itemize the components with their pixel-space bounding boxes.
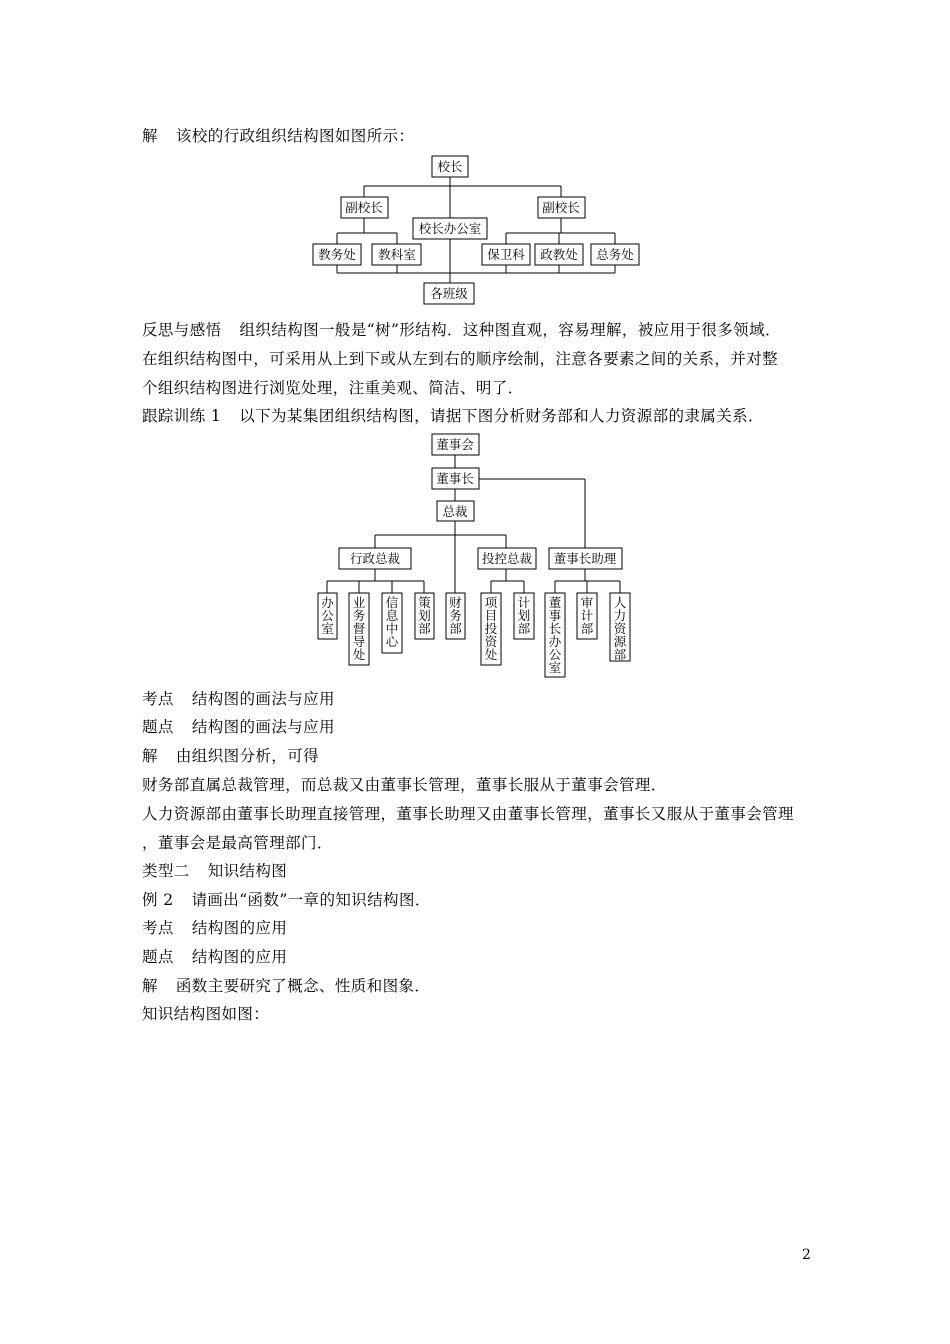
label-chair-office: 董事长办公室 [548, 595, 562, 675]
label-invest-pres: 投控总裁 [481, 551, 533, 566]
ex2-label: 例 2 [142, 891, 174, 909]
answer-line-1: 财务部直属总裁管理，而总裁又由董事长管理，董事长服从于董事会管理． [142, 776, 667, 794]
kd1-line [142, 689, 335, 709]
label-chairman: 董事长 [436, 471, 474, 486]
reflect-line-1 [142, 320, 781, 340]
ex2-text: 请画出“函数”一章的知识结构图． [191, 891, 431, 909]
solution-label: 解 [142, 127, 158, 145]
jie3-label: 解 [142, 977, 158, 995]
reflect-line-2: 在组织结构图中，可采用从上到下或从左到右的顺序绘制，注意各要素之间的关系，并对整 [142, 350, 779, 368]
reflect-text-1: 组织结构图一般是“树”形结构．这种图直观，容易理解，被应用于很多领域． [239, 321, 781, 339]
label-academic: 教务处 [318, 247, 356, 262]
type2-line [142, 861, 287, 881]
reflect-line-3: 个组织结构图进行浏览处理，注重美观、简洁、明了． [142, 379, 524, 397]
label-audit: 审计部 [580, 595, 594, 636]
label-plan-dept: 计划部 [517, 595, 531, 636]
label-finance: 财务部 [449, 595, 462, 636]
jie2-line [142, 746, 319, 766]
label-office: 办公室 [321, 595, 334, 636]
track-label: 跟踪训练 1 [142, 407, 222, 425]
jie2-text: 由组织图分析，可得 [175, 747, 320, 765]
label-planning: 策划部 [418, 595, 431, 636]
label-info: 信息中心 [385, 595, 399, 649]
label-admin-pres: 行政总裁 [349, 551, 401, 566]
label-classes: 各班级 [430, 286, 468, 301]
td2-text: 结构图的应用 [191, 948, 288, 966]
reflect-label: 反思与感悟 [142, 321, 222, 339]
label-vp-left: 副校长 [345, 200, 383, 215]
label-assistant: 董事长助理 [553, 551, 617, 566]
answer-line-2: 人力资源部由董事长助理直接管理，董事长助理又由董事长管理，董事长又服从于董事会管理 [142, 805, 794, 823]
track-line [142, 406, 764, 426]
label-hr: 人力资源部 [613, 595, 627, 662]
td2-line [142, 947, 287, 967]
label-supervision: 业务督导处 [352, 595, 366, 662]
kd2-text: 结构图的应用 [191, 919, 288, 937]
answer-line-3: ，董事会是最高管理部门． [142, 834, 333, 852]
solution-text: 该校的行政组织结构图如图所示： [175, 127, 415, 145]
group-org-chart [318, 434, 630, 677]
label-principal: 校长 [437, 159, 463, 174]
type2-label: 类型二 [142, 862, 190, 880]
kd2-line [142, 918, 287, 938]
page-number: 2 [802, 1247, 811, 1263]
jie3-text: 函数主要研究了概念、性质和图象． [175, 977, 431, 995]
label-board: 董事会 [436, 437, 474, 452]
td1-label: 题点 [142, 718, 174, 736]
td1-line [142, 717, 335, 737]
jie2-label: 解 [142, 747, 158, 765]
label-vp-right: 副校长 [542, 200, 580, 215]
type2-text: 知识结构图 [207, 862, 288, 880]
label-political: 政教处 [540, 247, 578, 262]
last-line: 知识结构图如图： [142, 1005, 270, 1023]
track-text: 以下为某集团组织结构图，请据下图分析财务部和人力资源部的隶属关系． [239, 407, 764, 425]
td1-text: 结构图的画法与应用 [191, 718, 335, 736]
label-office: 校长办公室 [418, 221, 482, 236]
label-general: 总务处 [596, 247, 634, 262]
label-security: 保卫科 [487, 247, 525, 262]
kd2-label: 考点 [142, 919, 174, 937]
td2-label: 题点 [142, 948, 174, 966]
jie3-line [142, 976, 430, 996]
label-research: 教科室 [378, 247, 416, 262]
label-president: 总裁 [442, 504, 468, 519]
ex2-line [142, 890, 431, 910]
kd1-text: 结构图的画法与应用 [191, 690, 335, 708]
label-project: 项目投资处 [484, 595, 498, 662]
kd1-label: 考点 [142, 690, 174, 708]
